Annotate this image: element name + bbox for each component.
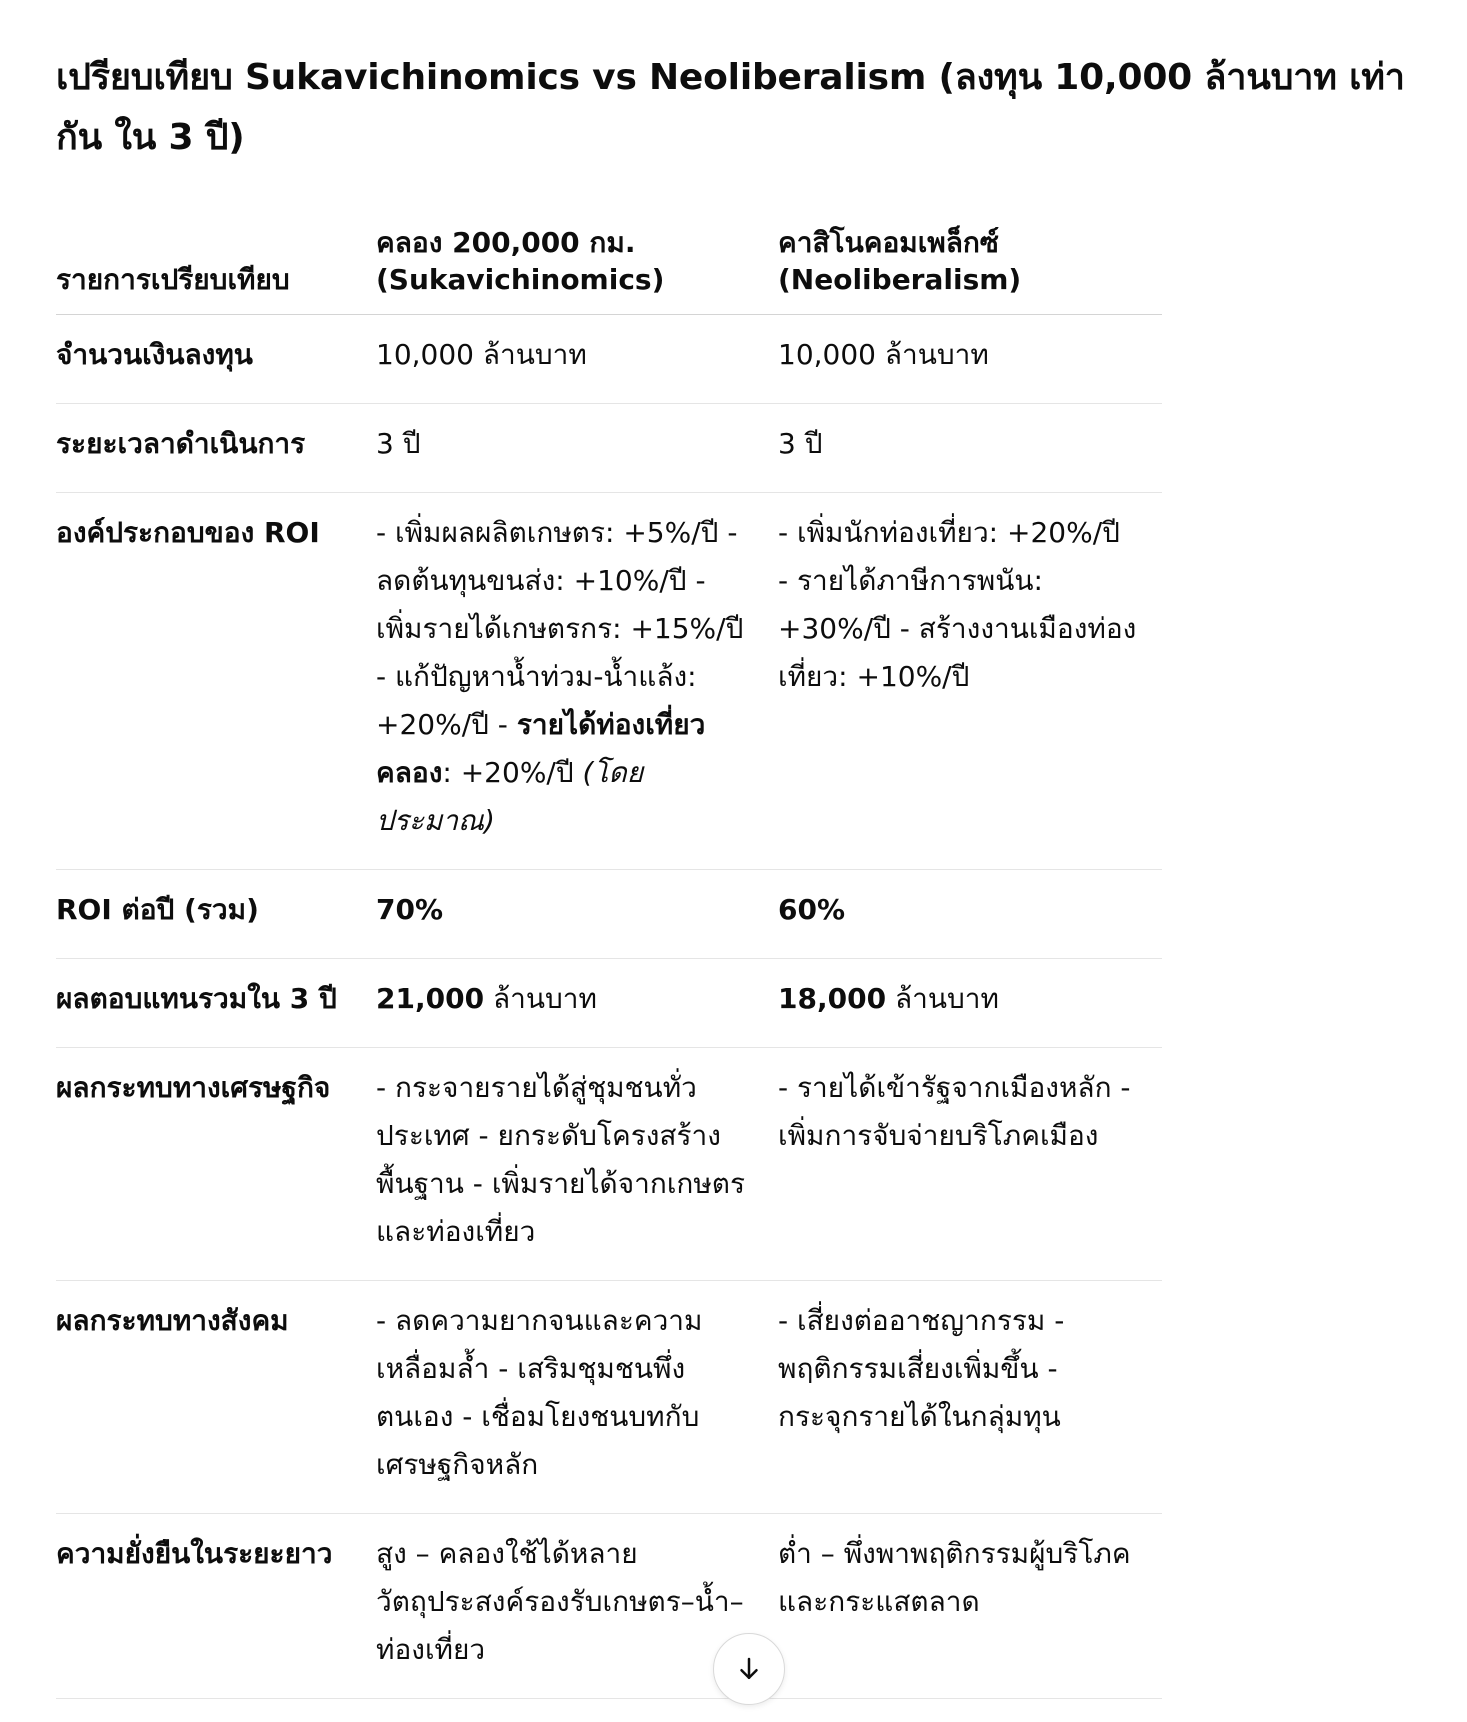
row-label: องค์ประกอบของ ROI <box>56 493 376 870</box>
cell-italic-text: (โดยประมาณ) <box>376 756 644 837</box>
cell-sukavichinomics: 70% <box>376 870 778 959</box>
arrow-down-icon <box>734 1654 764 1684</box>
cell-text: - เพิ่มผลผลิตเกษตร: +5%/ปี - ลดต้นทุนขนส่ง: +10%/ปี - เพิ่มรายได้เกษตรกร: +15%/ปี - แก้ปัญหาน้ำท่วม-น้ำแล้ง: +20%/ปี - <box>376 516 744 741</box>
cell-neoliberalism <box>778 959 1162 1048</box>
cell-number: 21,000 <box>376 982 485 1015</box>
cell-sukavichinomics: 10,000 ล้านบาท <box>376 315 778 404</box>
cell-sukavichinomics <box>376 493 778 870</box>
cell-sukavichinomics: 3 ปี <box>376 404 778 493</box>
cell-neoliberalism: - เสี่ยงต่ออาชญากรรม - พฤติกรรมเสี่ยงเพิ่มขึ้น - กระจุกรายได้ในกลุ่มทุน <box>778 1281 1162 1514</box>
row-label: ระยะเวลาดำเนินการ <box>56 404 376 493</box>
table-row <box>56 1514 1162 1699</box>
row-label: จำนวนเงินลงทุน <box>56 315 376 404</box>
header-sukavichinomics: คลอง 200,000 กม. (Sukavichinomics) <box>376 224 778 315</box>
page-title: เปรียบเทียบ Sukavichinomics vs Neoliberalism (ลงทุน 10,000 ล้านบาท เท่ากัน ใน 3 ปี) <box>56 57 1405 158</box>
cell-neoliberalism: ต่ำ – พึ่งพาพฤติกรรมผู้บริโภคและกระแสตลาด <box>778 1514 1162 1699</box>
header-neoliberalism: คาสิโนคอมเพล็กซ์ (Neoliberalism) <box>778 224 1162 315</box>
message-content <box>56 48 1436 1699</box>
cell-neoliberalism: - รายได้เข้ารัฐจากเมืองหลัก - เพิ่มการจับจ่ายบริโภคเมือง <box>778 1048 1162 1281</box>
table-row <box>56 493 1162 870</box>
cell-number: 18,000 <box>778 982 887 1015</box>
table-header-row <box>56 224 1162 315</box>
table-row <box>56 870 1162 959</box>
row-label: ผลตอบแทนรวมใน 3 ปี <box>56 959 376 1048</box>
cell-text: : +20%/ปี <box>442 756 574 789</box>
table-row <box>56 404 1162 493</box>
table-row <box>56 315 1162 404</box>
cell-sukavichinomics: สูง – คลองใช้ได้หลายวัตถุประสงค์รองรับเกษตร–น้ำ–ท่องเที่ยว <box>376 1514 778 1699</box>
scroll-to-bottom-button[interactable] <box>713 1633 785 1705</box>
cell-bold-text: รายได้ท่องเที่ยวคลอง <box>376 708 706 789</box>
header-item: รายการเปรียบเทียบ <box>56 224 376 315</box>
cell-neoliberalism: 60% <box>778 870 1162 959</box>
cell-sukavichinomics <box>376 959 778 1048</box>
cell-neoliberalism: - เพิ่มนักท่องเที่ยว: +20%/ปี - รายได้ภาษีการพนัน: +30%/ปี - สร้างงานเมืองท่องเที่ยว: +10%/ปี <box>778 493 1162 870</box>
cell-unit: ล้านบาท <box>492 982 597 1015</box>
row-label: ROI ต่อปี (รวม) <box>56 870 376 959</box>
cell-sukavichinomics: - ลดความยากจนและความเหลื่อมล้ำ - เสริมชุมชนพึ่งตนเอง - เชื่อมโยงชนบทกับเศรษฐกิจหลัก <box>376 1281 778 1514</box>
table-row <box>56 1048 1162 1281</box>
cell-sukavichinomics: - กระจายรายได้สู่ชุมชนทั่วประเทศ - ยกระดับโครงสร้างพื้นฐาน - เพิ่มรายได้จากเกษตรและท่องเที่ยว <box>376 1048 778 1281</box>
table-row <box>56 1281 1162 1514</box>
cell-neoliberalism: 3 ปี <box>778 404 1162 493</box>
table-row <box>56 959 1162 1048</box>
cell-neoliberalism: 10,000 ล้านบาท <box>778 315 1162 404</box>
row-label: ผลกระทบทางเศรษฐกิจ <box>56 1048 376 1281</box>
row-label: ผลกระทบทางสังคม <box>56 1281 376 1514</box>
comparison-table <box>56 224 1162 1699</box>
row-label: ความยั่งยืนในระยะยาว <box>56 1514 376 1699</box>
cell-unit: ล้านบาท <box>894 982 999 1015</box>
